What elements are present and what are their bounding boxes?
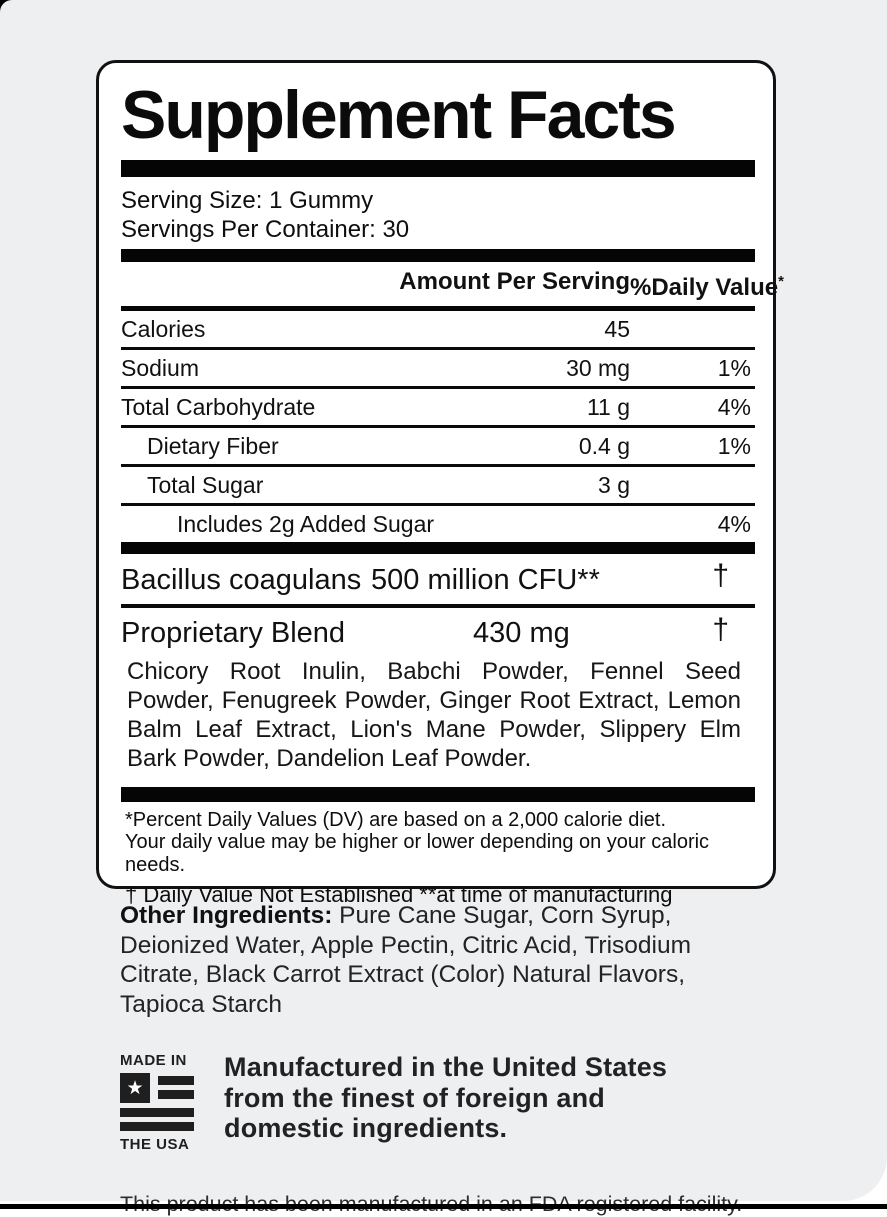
flag-canton bbox=[120, 1073, 150, 1103]
supplement-facts-panel bbox=[96, 60, 784, 908]
nutrient-name: Calories bbox=[121, 315, 206, 342]
nutrient-amount: 11 g bbox=[586, 393, 630, 420]
nutrient-row-calories bbox=[121, 311, 755, 350]
ingredient-name: Proprietary Blend bbox=[121, 616, 346, 649]
other-ingredients-text: Pure Cane Sugar, Corn Syrup, Deionized Water, Apple Pectin, Citric Acid, Trisodium Citrate, Black Carrot Extract (Color) Natural Flavors, Tapioca Starch bbox=[120, 902, 692, 1018]
footnote-dv-range: Your daily value may be higher or lower depending on your caloric needs. bbox=[125, 831, 710, 876]
star-icon: ★ bbox=[126, 1077, 144, 1099]
bacillus-coagulans-row bbox=[121, 554, 755, 608]
footnotes bbox=[121, 809, 755, 909]
nutrient-dv bbox=[630, 473, 755, 498]
flag-short-stripes bbox=[158, 1073, 194, 1103]
nutrient-amount bbox=[500, 512, 630, 537]
supplement-facts-title: Supplement Facts bbox=[121, 77, 675, 153]
flag-stripe bbox=[120, 1122, 194, 1131]
daily-value-header-text: %Daily Value bbox=[630, 273, 779, 301]
nutrient-name: Includes 2g Added Sugar bbox=[177, 510, 435, 537]
nutrient-row-sodium bbox=[121, 350, 755, 389]
nutrient-dv: 4% bbox=[717, 393, 751, 420]
servings-per-container: Servings Per Container: 30 bbox=[121, 215, 410, 243]
flag-stripe bbox=[120, 1108, 194, 1117]
nutrient-row-total-carbohydrate bbox=[121, 389, 755, 428]
daily-value-asterisk: * bbox=[778, 272, 784, 290]
made-in-usa-section bbox=[120, 1052, 760, 1153]
usa-flag-icon bbox=[120, 1073, 194, 1131]
made-in-label: MADE IN bbox=[120, 1052, 187, 1069]
proprietary-blend-ingredients: Chicory Root Inulin, Babchi Powder, Fennel Seed Powder, Fenugreek Powder, Ginger Root Extract, Lemon Balm Leaf Extract, Lion's Mane Powder, Slippery Elm Bark Powder, Dandelion Leaf Powder. bbox=[127, 657, 741, 772]
divider-bar-thick bbox=[121, 249, 755, 262]
serving-size: Serving Size: 1 Gummy bbox=[121, 186, 374, 214]
column-headers-row bbox=[121, 262, 784, 311]
other-ingredients-label: Other Ingredients: bbox=[120, 902, 333, 929]
nutrient-name: Dietary Fiber bbox=[147, 432, 279, 459]
bottom-black-bar bbox=[0, 1204, 887, 1209]
dagger-symbol: † bbox=[712, 558, 729, 592]
nutrient-name: Total Sugar bbox=[147, 471, 264, 498]
footnote-dagger: † Daily Value Not Established **at time of manufacturing bbox=[125, 882, 673, 908]
proprietary-blend-row bbox=[121, 608, 755, 649]
manufactured-statement: Manufactured in the United States from the finest of foreign and domestic ingredients. bbox=[224, 1052, 668, 1143]
nutrient-amount: 0.4 g bbox=[578, 432, 630, 459]
made-in-usa-badge bbox=[120, 1052, 198, 1153]
nutrient-dv: 1% bbox=[717, 354, 751, 381]
flag-stripe bbox=[158, 1076, 194, 1085]
the-usa-label: THE USA bbox=[120, 1136, 190, 1153]
flag-full-stripes bbox=[120, 1108, 194, 1131]
divider-bar-thick bbox=[121, 160, 755, 177]
nutrient-name: Sodium bbox=[121, 354, 199, 381]
nutrient-amount: 30 mg bbox=[566, 354, 630, 381]
divider-bar-thick bbox=[121, 787, 755, 802]
amount-per-serving-header: Amount Per Serving bbox=[399, 267, 630, 295]
nutrient-dv: 4% bbox=[717, 510, 751, 537]
nutrient-row-dietary-fiber bbox=[121, 428, 755, 467]
footnote-dv-basis: *Percent Daily Values (DV) are based on a 2,000 calorie diet. bbox=[125, 808, 667, 831]
nutrient-amount: 45 bbox=[604, 315, 630, 342]
nutrient-dv bbox=[630, 317, 755, 342]
nutrient-dv: 1% bbox=[717, 432, 751, 459]
flag-stripe bbox=[158, 1090, 194, 1099]
ingredient-amount: 500 million CFU** bbox=[371, 563, 600, 596]
nutrient-amount: 3 g bbox=[598, 471, 630, 498]
below-panel-content bbox=[120, 901, 760, 1217]
divider-bar-thick bbox=[121, 542, 755, 554]
dagger-symbol: † bbox=[712, 612, 729, 646]
nutrient-row-added-sugar bbox=[121, 506, 755, 542]
nutrient-name: Total Carbohydrate bbox=[121, 393, 316, 420]
ingredient-amount: 430 mg bbox=[473, 616, 570, 649]
daily-value-header bbox=[630, 269, 784, 301]
nutrient-row-total-sugar bbox=[121, 467, 755, 506]
serving-info bbox=[121, 186, 755, 244]
other-ingredients-paragraph bbox=[120, 901, 752, 1019]
ingredient-name: Bacillus coagulans bbox=[121, 563, 362, 596]
